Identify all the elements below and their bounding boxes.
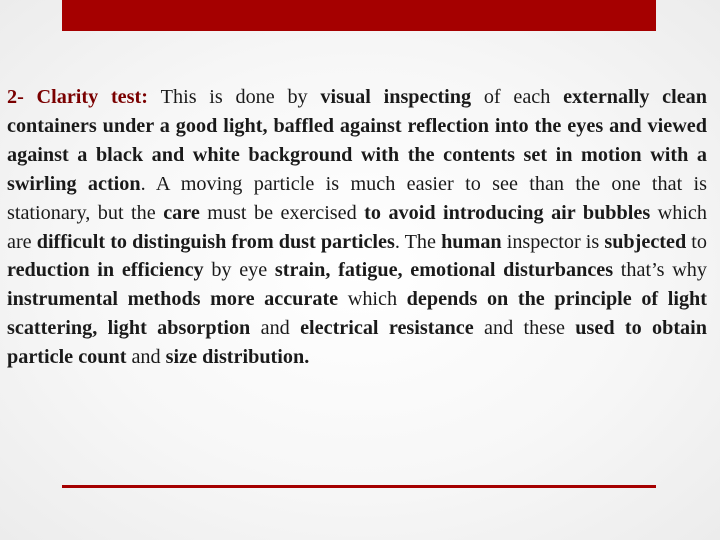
body-text-segment: . The: [394, 230, 442, 253]
emphasized-text: size distribution.: [165, 346, 310, 369]
top-accent-bar: [62, 0, 656, 31]
body-text-segment: which are: [7, 201, 707, 253]
emphasized-text: depends on the principle of light scattering, light absorption: [7, 288, 707, 340]
emphasized-text: used to obtain particle count: [7, 317, 707, 369]
body-text-segment: by eye: [203, 259, 275, 282]
emphasized-text: externally clean containers under a good light, baffled against reflection into the eyes and viewed against a black and white background with the contents set in motion with a swirling action: [7, 86, 708, 195]
emphasized-text: visual inspecting: [320, 86, 472, 108]
emphasized-text: care: [163, 201, 200, 224]
emphasized-text: strain, fatigue, emotional disturbances: [274, 259, 614, 282]
section-heading: 2- Clarity test:: [7, 86, 161, 108]
emphasized-text: instrumental methods more accurate: [7, 288, 339, 311]
body-text-segment: that’s why: [613, 259, 707, 282]
bottom-divider: [62, 485, 656, 488]
body-text-segment: which: [338, 288, 407, 311]
emphasized-text: reduction in efficiency: [7, 259, 204, 282]
body-text-segment: and: [250, 317, 301, 340]
body-text-segment: of each: [471, 86, 564, 108]
body-text-segment: and: [126, 346, 166, 369]
emphasized-text: subjected: [604, 230, 687, 253]
slide-body-text: [7, 83, 707, 372]
body-text-segment: and these: [473, 317, 576, 340]
body-text-segment: to: [686, 230, 707, 253]
body-text-segment: . A moving particle is much easier to see than the one that is stationary, but the: [7, 172, 707, 224]
emphasized-text: to avoid introducing air bubbles: [364, 201, 651, 224]
body-text-segment: must be exercised: [199, 201, 365, 224]
body-text-segment: This is done by: [160, 86, 321, 108]
emphasized-text: human: [441, 230, 502, 253]
emphasized-text: difficult to distinguish from dust particles: [36, 230, 395, 253]
emphasized-text: electrical resistance: [300, 317, 474, 340]
body-text-segment: inspector is: [501, 230, 605, 253]
